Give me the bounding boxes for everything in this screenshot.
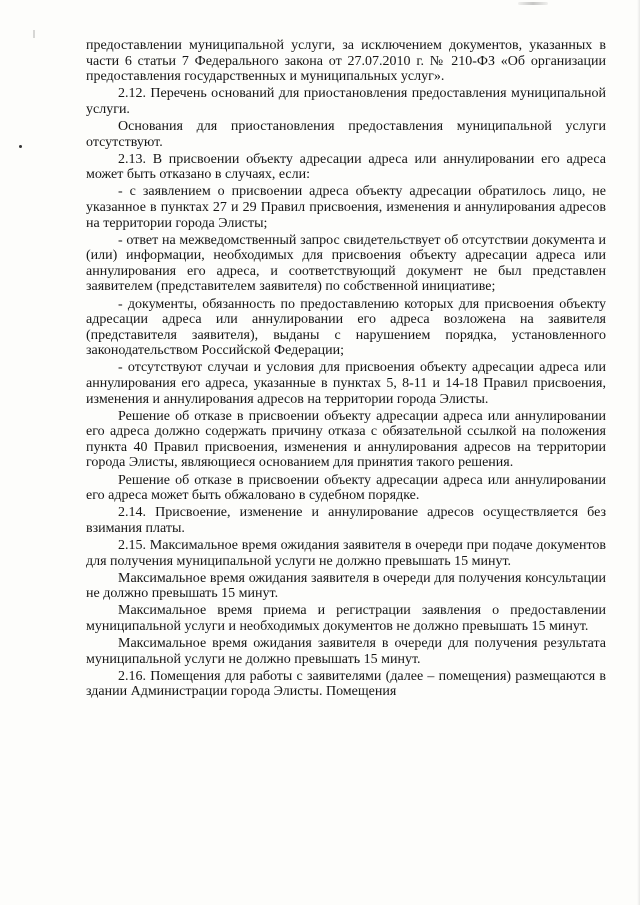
scan-artifact-tick	[33, 30, 35, 38]
paragraph-2-15-result: Максимальное время ожидания заявителя в очереди для получения результата муниципальной услуги не должно превышать 15 минут.	[86, 635, 606, 667]
paragraph-2-16: 2.16. Помещения для работы с заявителями (далее – помещения) размещаются в здании Администрации города Элисты. Помещения	[86, 668, 606, 700]
paragraph-2-13-item-4: - отсутствуют случаи и условия для присвоения объекту адресации адреса или аннулирования его адреса, указанные в пунктах 5, 8-11 и 14-18 Правил присвоения, изменения и аннулирования адресов на территории города Элисты.	[86, 360, 606, 407]
paragraph-continuation: предоставлении муниципальной услуги, за исключением документов, указанных в части 6 статьи 7 Федерального закона от 27.07.2010 г. № 210-ФЗ «Об организации предоставления государственных и муниципальных услуг».	[86, 38, 606, 85]
paragraph-2-12-heading: 2.12. Перечень оснований для приостановления предоставления муниципальной услуги.	[86, 86, 606, 117]
scan-artifact-top	[518, 2, 548, 5]
scan-artifact-dot	[19, 145, 22, 148]
paragraph-refusal-appeal: Решение об отказе в присвоении объекту адресации адреса или аннулировании его адреса может быть обжаловано в судебном порядке.	[86, 472, 606, 504]
paragraph-refusal-content: Решение об отказе в присвоении объекту адресации адреса или аннулировании его адреса должно содержать причину отказа с обязательной ссылкой на положения пункта 40 Правил присвоения, изменения и аннулирования адресов на территории города Элисты, являющиеся основанием для принятия такого решения.	[86, 408, 606, 471]
paragraph-2-13-heading: 2.13. В присвоении объекту адресации адреса или аннулировании его адреса может быть отказано в случаях, если:	[86, 151, 606, 183]
paragraph-2-13-item-3: - документы, обязанность по предоставлению которых для присвоения объекту адресации адреса или аннулировании его адреса возложена на заявителя (представителя заявителя), выданы с нарушением порядка, установленного законодательством Российской Федерации;	[86, 296, 606, 359]
document-page	[86, 38, 606, 701]
paragraph-2-15-consultation: Максимальное время ожидания заявителя в очереди для получения консультации не должно превышать 15 минут.	[86, 570, 606, 602]
paragraph-2-15-registration: Максимальное время приема и регистрации заявления о предоставлении муниципальной услуги и необходимых документов не должно превышать 15 минут.	[86, 603, 606, 634]
paragraph-2-13-item-1: - с заявлением о присвоении адреса объекту адресации обратилось лицо, не указанное в пунктах 27 и 29 Правил присвоения, изменения и аннулирования адресов на территории города Элисты;	[86, 184, 606, 231]
paragraph-2-14: 2.14. Присвоение, изменение и аннулирование адресов осуществляется без взимания платы.	[86, 505, 606, 536]
paragraph-2-13-item-2: - ответ на межведомственный запрос свидетельствует об отсутствии документа и (или) информации, необходимых для присвоения объекту адресации адреса или аннулирования его адреса, и соответствующий документ не был представлен заявителем (представителем заявителя) по собственной инициативе;	[86, 232, 606, 295]
paragraph-2-15: 2.15. Максимальное время ожидания заявителя в очереди при подаче документов для получения муниципальной услуги не должно превышать 15 минут.	[86, 537, 606, 569]
paragraph-2-12-body: Основания для приостановления предоставления муниципальной услуги отсутствуют.	[86, 118, 606, 150]
